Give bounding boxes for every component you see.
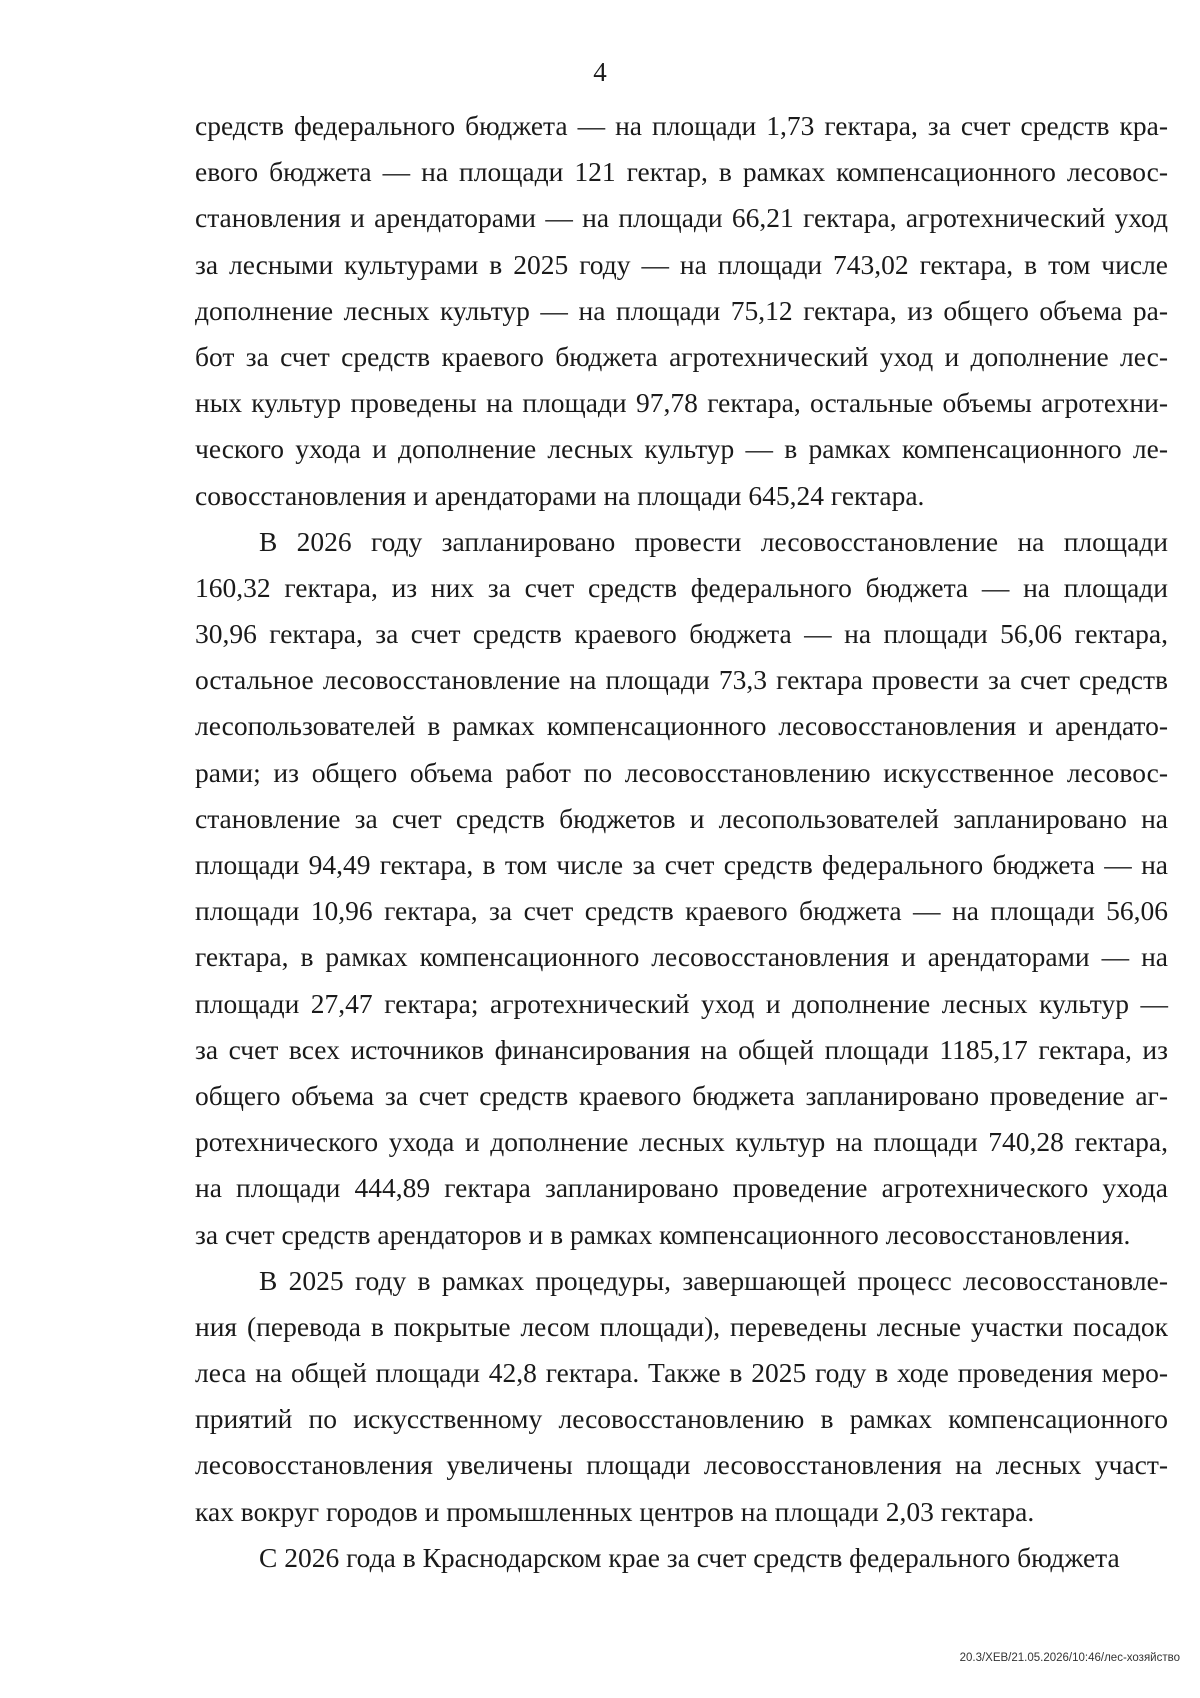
paragraph-1 — [195, 103, 1168, 519]
text-line: гектара, в рамках компенсационного лесовосстановления и арендаторами — на — [195, 941, 1168, 973]
text-line: совосстановления и арендаторами на площади 645,24 гектара. — [195, 479, 925, 511]
text-line: 30,96 гектара, за счет средств краевого бюджета — на площади 56,06 гектара, — [195, 618, 1168, 650]
text-line: площади 27,47 гектара; агротехнический уход и дополнение лесных культур — — [195, 987, 1168, 1019]
text-line: ния (перевода в покрытые лесом площади), переведены лесные участки посадок — [195, 1310, 1168, 1342]
text-line: остальное лесовосстановление на площади 73,3 гектара провести за счет средств — [195, 664, 1168, 696]
paragraph-3 — [195, 1258, 1168, 1535]
text-line: средств федерального бюджета — на площади 1,73 гектара, за счет средств кра- — [195, 110, 1168, 141]
text-line: за лесными культурами в 2025 году — на площади 743,02 гектара, в том числе — [195, 248, 1168, 280]
text-line: ротехнического ухода и дополнение лесных культур на площади 740,28 гектара, — [195, 1126, 1168, 1158]
text-line: ках вокруг городов и промышленных центров на площади 2,03 гектара. — [195, 1495, 1035, 1527]
text-line: 160,32 гектара, из них за счет средств федерального бюджета — на площади — [195, 571, 1168, 603]
text-line: за счет всех источников финансирования на общей площади 1185,17 гектара, из — [195, 1033, 1168, 1065]
text-line: С 2026 года в Краснодарском крае за счет средств федерального бюджета — [259, 1541, 1120, 1573]
text-line: на площади 444,89 гектара запланировано проведение агротехнического ухода — [195, 1172, 1168, 1204]
text-line: бот за счет средств краевого бюджета агротехнический уход и дополнение лес- — [195, 340, 1168, 372]
text-line: становления и арендаторами — на площади 66,21 гектара, агротехнический уход — [195, 202, 1168, 234]
text-line: за счет средств арендаторов и в рамках компенсационного лесовосстановления. — [195, 1218, 1131, 1250]
text-line: ческого ухода и дополнение лесных культур — в рамках компенсационного ле- — [195, 433, 1168, 465]
text-line: становление за счет средств бюджетов и лесопользователей запланировано на — [195, 802, 1168, 834]
text-line: евого бюджета — на площади 121 гектар, в рамках компенсационного лесовос- — [195, 156, 1168, 188]
page-number: 4 — [593, 57, 607, 87]
footer-code: 20.3/ХЕВ/21.05.2026/10:46/лес-хозяйство — [959, 1652, 1180, 1664]
text-line: дополнение лесных культур — на площади 75,12 гектара, из общего объема ра- — [195, 294, 1168, 326]
text-line: приятий по искусственному лесовосстановлению в рамках компенсационного — [195, 1403, 1168, 1435]
text-line: лесовосстановления увеличены площади лесовосстановления на лесных участ- — [195, 1449, 1168, 1481]
text-line: площади 94,49 гектара, в том числе за счет средств федерального бюджета — на — [195, 849, 1168, 880]
text-line: В 2025 году в рамках процедуры, завершающей процесс лесовосстановле- — [259, 1264, 1168, 1296]
text-line: В 2026 году запланировано провести лесовосстановление на площади — [259, 525, 1168, 557]
text-line: ных культур проведены на площади 97,78 гектара, остальные объемы агротехни- — [195, 387, 1168, 419]
text-line: леса на общей площади 42,8 гектара. Также в 2025 году в ходе проведения меро- — [195, 1357, 1168, 1389]
paragraph-4 — [195, 1535, 1168, 1581]
text-line: общего объема за счет средств краевого бюджета запланировано проведение аг- — [195, 1079, 1168, 1111]
text-line: рами; из общего объема работ по лесовосстановлению искусственное лесовос- — [195, 756, 1168, 788]
text-line: площади 10,96 гектара, за счет средств краевого бюджета — на площади 56,06 — [195, 895, 1168, 927]
paragraph-2 — [195, 519, 1168, 1258]
text-line: лесопользователей в рамках компенсационного лесовосстановления и арендато- — [195, 710, 1168, 742]
document-body — [195, 103, 1168, 1581]
